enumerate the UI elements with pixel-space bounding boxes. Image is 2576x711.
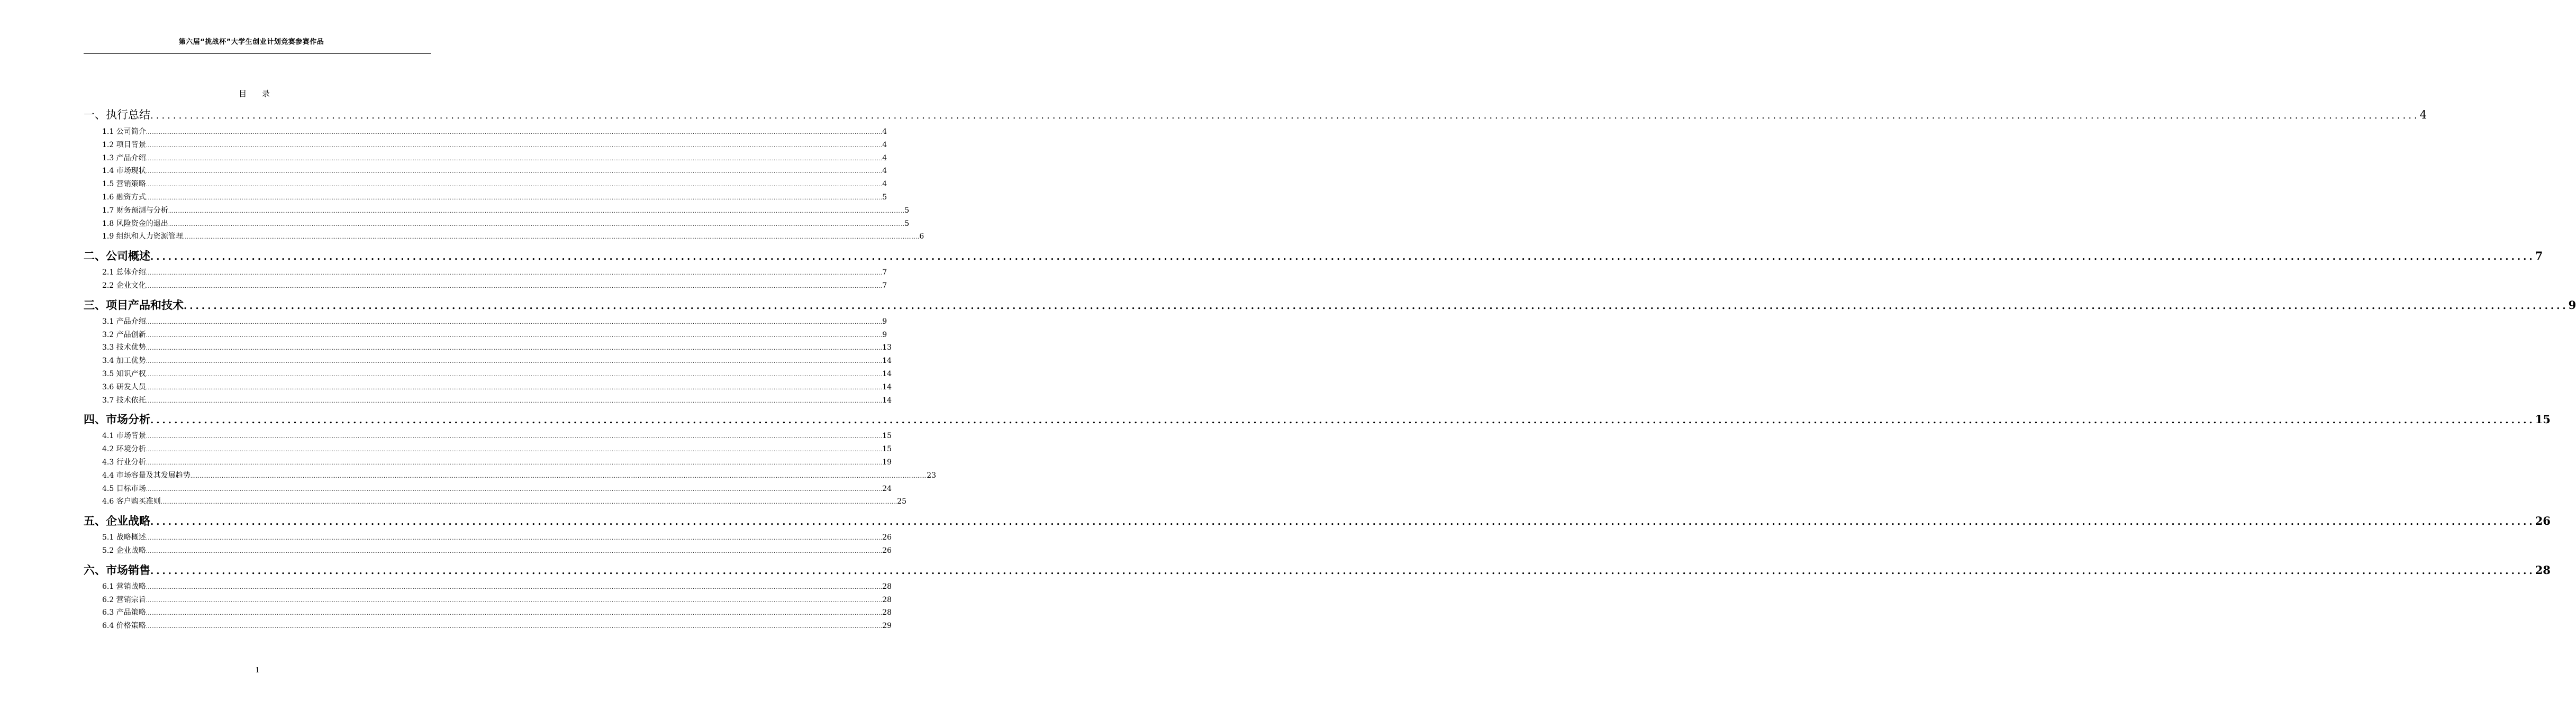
toc-section-page: 9 <box>882 317 887 326</box>
toc-section-entry[interactable] <box>84 443 892 456</box>
toc-section-entry[interactable] <box>84 580 892 594</box>
toc-section-page: 29 <box>882 622 892 631</box>
toc-leader-dots: ................................................................................................................................................................................................................................................................................................................................................................................................................ <box>150 516 2535 528</box>
toc-leader-dots: ................................................................................................................................................................................................................................................................................................................................................................................................................ <box>146 142 883 149</box>
toc-leader-dots: ................................................................................................................................................................................................................................................................................................................................................................................................................ <box>146 486 883 493</box>
toc-section-entry[interactable] <box>84 217 910 231</box>
toc-section-label: 4.5 目标市场 <box>102 484 146 493</box>
toc-section-page: 28 <box>882 582 892 591</box>
toc-chapter-entry[interactable] <box>84 410 2551 429</box>
toc-section-label: 2.2 企业文化 <box>102 281 146 290</box>
toc-section-page: 5 <box>904 219 910 228</box>
toc-section-entry[interactable] <box>84 606 892 619</box>
toc-section-label: 6.2 营销宗旨 <box>102 595 146 604</box>
toc-section-entry[interactable] <box>84 165 887 178</box>
toc-section-label: 1.1 公司简介 <box>102 127 146 136</box>
toc-section-label: 6.1 营销战略 <box>102 582 146 591</box>
toc-section-page: 23 <box>927 471 937 480</box>
toc-section-page: 15 <box>882 445 892 454</box>
toc-section-label: 1.9 组织和人力资源管理 <box>102 232 183 241</box>
toc-section-label: 3.1 产品介绍 <box>102 317 146 326</box>
toc-chapter-page: 4 <box>2419 108 2427 121</box>
toc-section-entry[interactable] <box>84 495 907 508</box>
toc-leader-dots: ................................................................................................................................................................................................................................................................................................................................................................................................................ <box>146 624 883 630</box>
toc-leader-dots: ................................................................................................................................................................................................................................................................................................................................................................................................................ <box>190 473 927 479</box>
toc-section-label: 1.5 营销策略 <box>102 180 146 189</box>
toc-section-entry[interactable] <box>84 456 892 469</box>
toc-chapter-label: 二、公司概述 <box>84 249 150 263</box>
toc-section-label: 1.3 产品介绍 <box>102 153 146 162</box>
toc-section-label: 1.7 财务预测与分析 <box>102 206 168 215</box>
toc-section-label: 1.4 市场现状 <box>102 167 146 176</box>
toc-section-entry[interactable] <box>84 204 910 217</box>
toc-section-page: 26 <box>882 533 892 542</box>
toc-chapter-entry[interactable] <box>84 247 2543 265</box>
toc-chapter-label: 五、企业战略 <box>84 514 150 528</box>
toc-section-page: 14 <box>882 382 892 391</box>
toc-section-entry[interactable] <box>84 469 937 482</box>
toc-section-label: 6.4 价格策略 <box>102 622 146 631</box>
toc-section-label: 3.5 知识产权 <box>102 369 146 378</box>
toc-section-label: 1.8 风险资金的退出 <box>102 219 168 228</box>
toc-leader-dots: ................................................................................................................................................................................................................................................................................................................................................................................................................ <box>146 195 883 201</box>
toc-leader-dots: ................................................................................................................................................................................................................................................................................................................................................................................................................ <box>146 610 883 617</box>
toc-section-entry[interactable] <box>84 230 924 243</box>
table-of-contents <box>84 105 2576 635</box>
toc-section-page: 28 <box>882 608 892 617</box>
toc-section-entry[interactable] <box>84 544 892 558</box>
toc-leader-dots: ................................................................................................................................................................................................................................................................................................................................................................................................................ <box>146 460 883 466</box>
toc-section-entry[interactable] <box>84 279 887 293</box>
toc-chapter-entry[interactable] <box>84 512 2551 530</box>
toc-section-label: 4.2 环境分析 <box>102 445 146 454</box>
toc-section-label: 4.4 市场容量及其发展趋势 <box>102 471 191 480</box>
toc-section-entry[interactable] <box>84 394 892 407</box>
toc-chapter-entry[interactable] <box>84 561 2551 579</box>
header-divider <box>84 53 431 54</box>
toc-leader-dots: ................................................................................................................................................................................................................................................................................................................................................................................................................ <box>146 319 883 325</box>
toc-section-entry[interactable] <box>84 531 892 544</box>
toc-section-label: 3.3 技术优势 <box>102 343 146 352</box>
toc-section-page: 24 <box>882 484 892 493</box>
toc-leader-dots: ................................................................................................................................................................................................................................................................................................................................................................................................................ <box>146 169 883 175</box>
toc-chapter-page: 26 <box>2535 514 2551 528</box>
toc-leader-dots: ................................................................................................................................................................................................................................................................................................................................................................................................................ <box>146 385 883 391</box>
toc-chapter-page: 28 <box>2535 563 2551 577</box>
toc-section-page: 26 <box>882 546 892 555</box>
toc-section-label: 1.2 项目背景 <box>102 140 146 149</box>
toc-leader-dots: ................................................................................................................................................................................................................................................................................................................................................................................................................ <box>146 332 883 339</box>
toc-chapter-label: 四、市场分析 <box>84 413 150 426</box>
toc-section-page: 15 <box>882 432 892 441</box>
toc-section-page: 5 <box>904 206 910 215</box>
toc-section-entry[interactable] <box>84 178 887 191</box>
toc-chapter-page: 7 <box>2535 249 2543 263</box>
toc-section-label: 6.3 产品策略 <box>102 608 146 617</box>
toc-section-entry[interactable] <box>84 341 892 354</box>
toc-section-page: 14 <box>882 369 892 378</box>
toc-leader-dots: ................................................................................................................................................................................................................................................................................................................................................................................................................ <box>160 499 897 506</box>
toc-section-label: 4.3 行业分析 <box>102 458 146 467</box>
toc-section-label: 4.1 市场背景 <box>102 432 146 441</box>
toc-section-entry[interactable] <box>84 430 892 443</box>
toc-section-entry[interactable] <box>84 381 892 394</box>
toc-chapter-page: 9 <box>2568 298 2576 312</box>
toc-section-label: 2.1 总体介绍 <box>102 268 146 277</box>
toc-section-label: 4.6 客户购买准则 <box>102 497 161 506</box>
toc-leader-dots: ................................................................................................................................................................................................................................................................................................................................................................................................................ <box>146 283 883 289</box>
toc-leader-dots: ................................................................................................................................................................................................................................................................................................................................................................................................................ <box>168 208 905 214</box>
toc-chapter-label: 一、执行总结 <box>84 108 150 121</box>
toc-section-label: 1.6 融资方式 <box>102 193 146 202</box>
toc-leader-dots: ................................................................................................................................................................................................................................................................................................................................................................................................................ <box>146 130 883 135</box>
toc-section-entry[interactable] <box>84 266 887 279</box>
toc-leader-dots: ................................................................................................................................................................................................................................................................................................................................................................................................................ <box>184 300 2569 312</box>
toc-section-page: 19 <box>882 458 892 467</box>
toc-section-label: 5.2 企业战略 <box>102 546 146 555</box>
toc-leader-dots: ................................................................................................................................................................................................................................................................................................................................................................................................................ <box>150 110 2420 121</box>
toc-section-entry[interactable] <box>84 329 887 342</box>
toc-leader-dots: ................................................................................................................................................................................................................................................................................................................................................................................................................ <box>146 597 883 604</box>
toc-leader-dots: ................................................................................................................................................................................................................................................................................................................................................................................................................ <box>146 548 883 554</box>
toc-section-entry[interactable] <box>84 482 892 496</box>
toc-section-label: 3.4 加工优势 <box>102 357 146 366</box>
toc-section-page: 4 <box>882 167 887 176</box>
toc-section-entry[interactable] <box>84 125 887 139</box>
toc-section-page: 4 <box>882 153 887 162</box>
toc-section-page: 7 <box>882 281 887 290</box>
toc-leader-dots: ................................................................................................................................................................................................................................................................................................................................................................................................................ <box>146 359 883 365</box>
toc-section-label: 5.1 战略概述 <box>102 533 146 542</box>
toc-section-page: 5 <box>882 193 887 202</box>
toc-leader-dots: ................................................................................................................................................................................................................................................................................................................................................................................................................ <box>146 371 883 378</box>
toc-section-page: 14 <box>882 396 892 405</box>
toc-section-page: 28 <box>882 595 892 604</box>
toc-leader-dots: ................................................................................................................................................................................................................................................................................................................................................................................................................ <box>150 415 2535 426</box>
toc-title: 目 录 <box>239 89 276 98</box>
toc-section-label: 3.6 研发人员 <box>102 382 146 391</box>
toc-section-entry[interactable] <box>84 191 887 204</box>
toc-leader-dots: ................................................................................................................................................................................................................................................................................................................................................................................................................ <box>146 182 883 188</box>
toc-section-entry[interactable] <box>84 139 887 152</box>
page-number: 1 <box>255 667 260 674</box>
toc-leader-dots: ................................................................................................................................................................................................................................................................................................................................................................................................................ <box>146 398 883 404</box>
toc-section-label: 3.7 技术依托 <box>102 396 146 405</box>
page-header-title: 第六届“挑战杯”大学生创业计划竞赛参赛作品 <box>178 38 324 46</box>
toc-section-page: 6 <box>919 232 924 241</box>
toc-section-entry[interactable] <box>84 594 892 607</box>
toc-section-page: 4 <box>882 127 887 136</box>
toc-leader-dots: ................................................................................................................................................................................................................................................................................................................................................................................................................ <box>146 584 883 590</box>
toc-section-entry[interactable] <box>84 368 892 381</box>
toc-chapter-entry[interactable] <box>84 106 2427 124</box>
toc-leader-dots: ................................................................................................................................................................................................................................................................................................................................................................................................................ <box>150 565 2535 577</box>
toc-leader-dots: ................................................................................................................................................................................................................................................................................................................................................................................................................ <box>146 447 883 453</box>
toc-section-entry[interactable] <box>84 354 892 368</box>
toc-chapter-page: 15 <box>2535 413 2551 426</box>
toc-leader-dots: ................................................................................................................................................................................................................................................................................................................................................................................................................ <box>146 535 883 542</box>
toc-leader-dots: ................................................................................................................................................................................................................................................................................................................................................................................................................ <box>168 221 905 227</box>
toc-leader-dots: ................................................................................................................................................................................................................................................................................................................................................................................................................ <box>146 434 883 440</box>
toc-section-page: 25 <box>897 497 907 506</box>
toc-chapter-label: 六、市场销售 <box>84 563 150 577</box>
toc-section-entry[interactable] <box>84 315 887 329</box>
toc-section-page: 14 <box>882 357 892 366</box>
toc-leader-dots: ................................................................................................................................................................................................................................................................................................................................................................................................................ <box>183 234 920 241</box>
toc-section-page: 4 <box>882 180 887 189</box>
toc-chapter-label: 三、项目产品和技术 <box>84 298 184 312</box>
toc-section-page: 9 <box>882 330 887 339</box>
toc-leader-dots: ................................................................................................................................................................................................................................................................................................................................................................................................................ <box>146 156 883 162</box>
toc-leader-dots: ................................................................................................................................................................................................................................................................................................................................................................................................................ <box>150 251 2535 263</box>
toc-section-page: 7 <box>882 268 887 277</box>
toc-section-entry[interactable] <box>84 619 892 633</box>
toc-chapter-entry[interactable] <box>84 296 2576 314</box>
toc-section-entry[interactable] <box>84 152 887 165</box>
toc-section-label: 3.2 产品创新 <box>102 330 146 339</box>
toc-leader-dots: ................................................................................................................................................................................................................................................................................................................................................................................................................ <box>146 345 883 352</box>
toc-section-page: 13 <box>882 343 892 352</box>
toc-leader-dots: ................................................................................................................................................................................................................................................................................................................................................................................................................ <box>146 270 883 277</box>
toc-section-page: 4 <box>882 140 887 149</box>
